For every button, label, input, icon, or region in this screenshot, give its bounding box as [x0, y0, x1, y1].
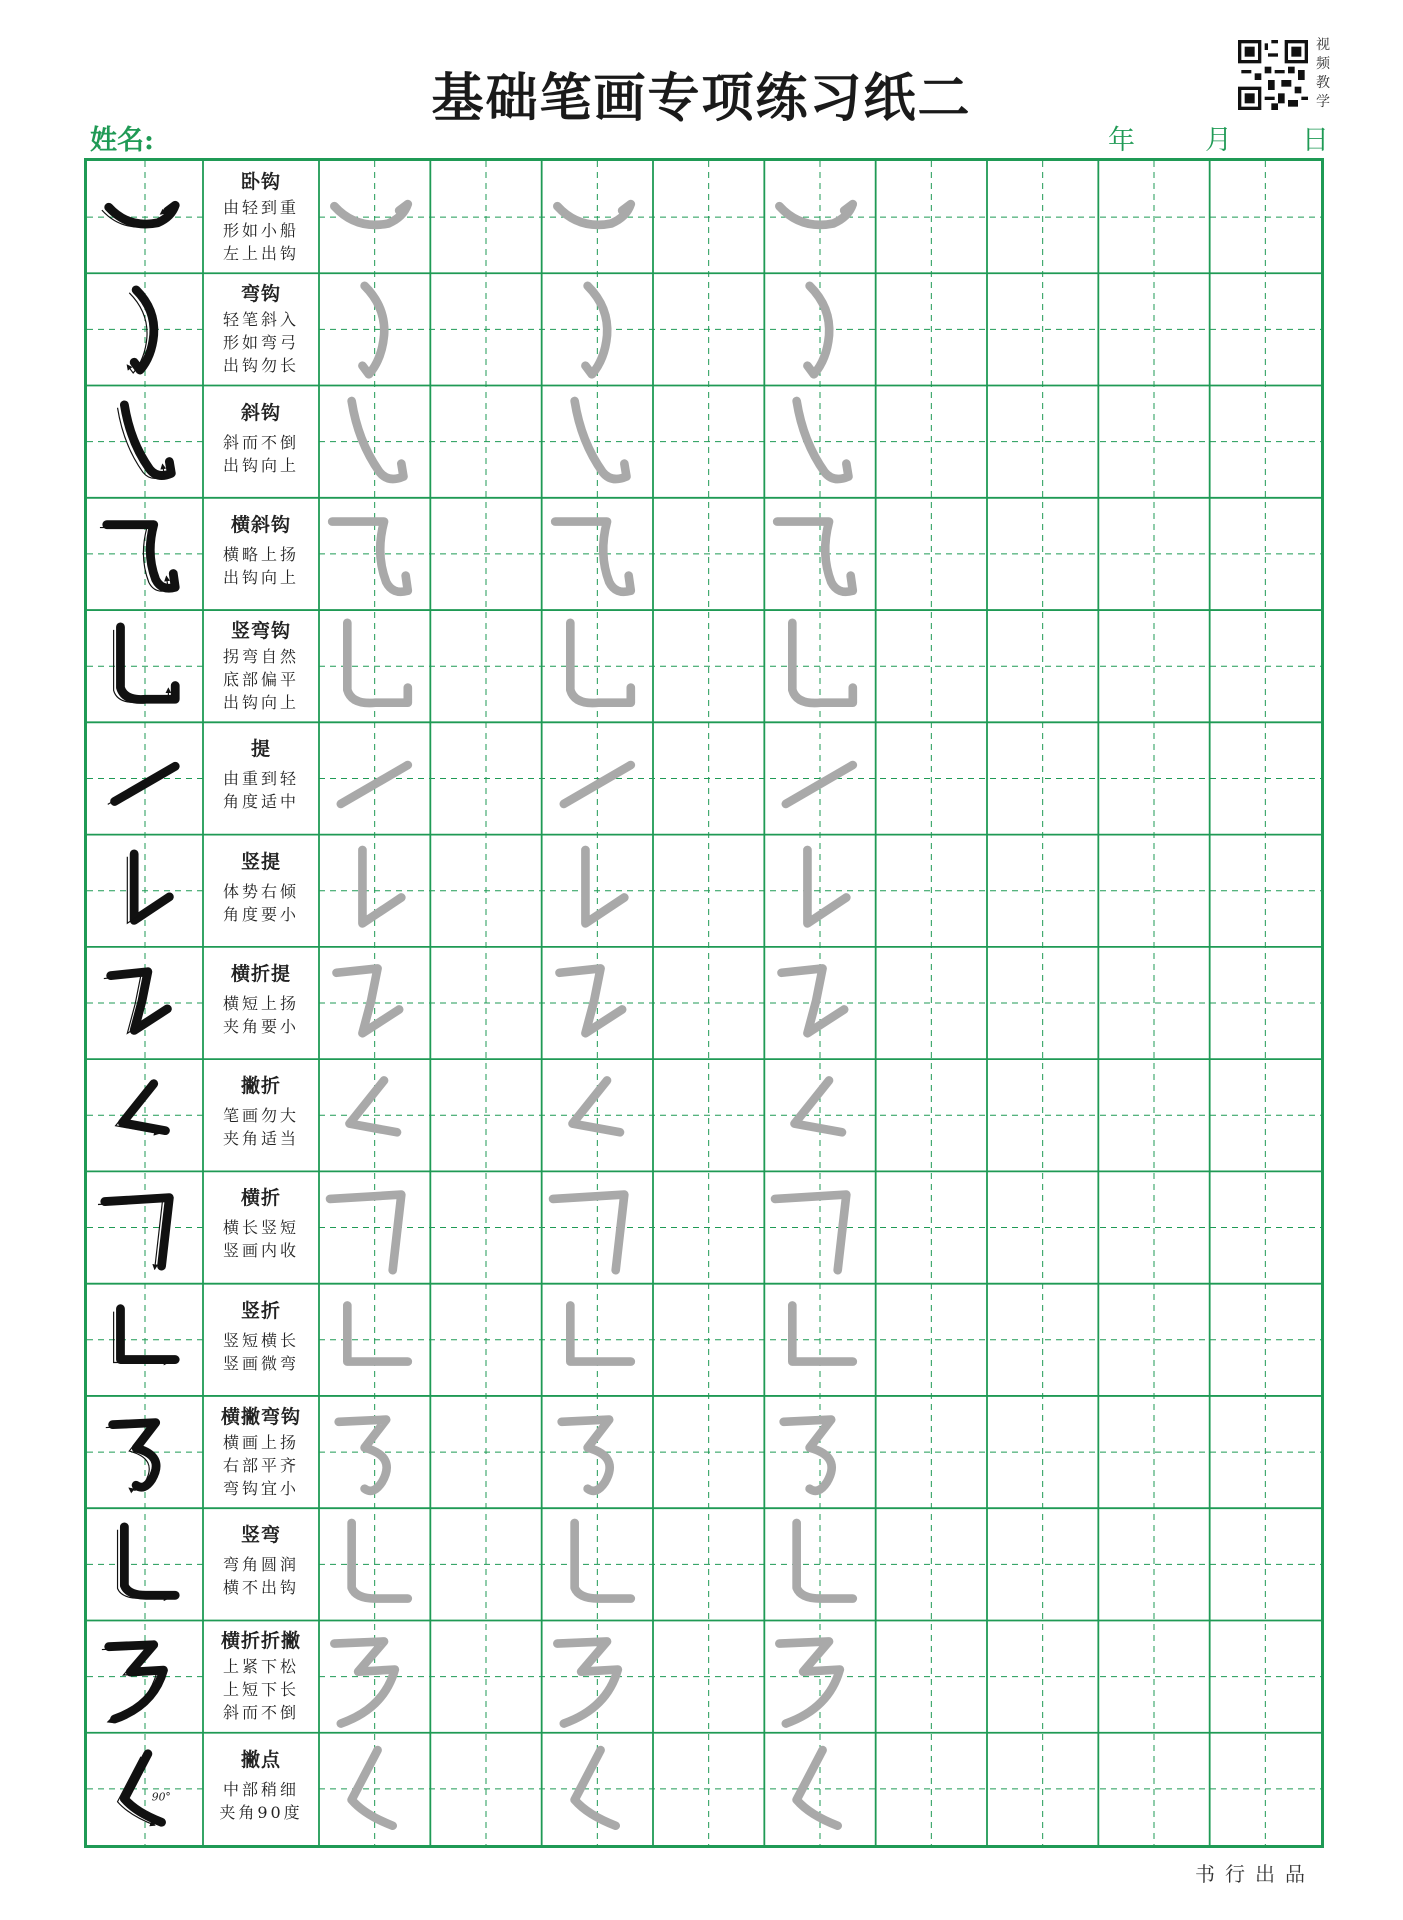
trace-stroke-path [561, 1420, 609, 1491]
trace-stroke-icon [538, 1061, 648, 1169]
stroke-model-icon [97, 1065, 185, 1165]
stroke-description: 夹角要小 [222, 1016, 299, 1036]
stroke-row [87, 1171, 319, 1283]
stroke-model-icon [97, 279, 185, 379]
stroke-row [87, 1508, 319, 1620]
trace-stroke-icon [760, 724, 870, 832]
stroke-name: 竖弯钩 [230, 620, 291, 643]
stroke-info [203, 273, 319, 385]
name-label: 姓名: [90, 125, 154, 156]
stroke-name: 竖提 [240, 850, 281, 873]
trace-stroke-icon [538, 724, 648, 832]
stroke-name: 横折折撇 [220, 1630, 301, 1653]
trace-stroke-path [793, 623, 853, 703]
trace-stroke-icon [315, 724, 425, 832]
trace-stroke-path [334, 1642, 394, 1724]
trace-stroke-path [337, 968, 400, 1033]
stroke-name: 斜钩 [240, 401, 281, 424]
stroke-model-icon [97, 1290, 185, 1390]
angle-label: 90° [151, 1790, 171, 1804]
stroke-model-icon [97, 728, 185, 828]
stroke-info [203, 386, 319, 498]
stroke-description: 弯角圆润 [222, 1555, 299, 1575]
trace-stroke-path [793, 1305, 853, 1361]
trace-stroke-path [557, 1642, 617, 1724]
date-year: 年 [1108, 125, 1135, 156]
trace-stroke-path [780, 204, 853, 225]
trace-stroke-icon [760, 612, 870, 720]
stroke-row [87, 1059, 319, 1171]
stroke-model-icon [97, 167, 185, 267]
page-title: 基础笔画专项练习纸二 [431, 68, 972, 129]
stroke-description: 出钩向上 [222, 455, 299, 475]
stroke-info [203, 1284, 319, 1396]
stroke-model-path [124, 404, 171, 475]
trace-stroke-icon [760, 1061, 870, 1169]
stroke-row [87, 947, 319, 1059]
stroke-row [87, 835, 319, 947]
trace-stroke-icon [760, 1398, 870, 1506]
qr-caption-char: 视 [1316, 37, 1330, 53]
date-day: 日 [1302, 125, 1329, 156]
trace-stroke-icon [538, 1286, 648, 1394]
stroke-info [203, 1733, 319, 1845]
stroke-info [203, 722, 319, 834]
trace-stroke-path [330, 1195, 401, 1271]
trace-stroke-path [797, 400, 849, 478]
trace-stroke-icon [760, 388, 870, 496]
trace-stroke-path [341, 765, 408, 804]
trace-stroke-icon [760, 1286, 870, 1394]
stroke-name: 撇点 [240, 1748, 281, 1771]
stroke-description: 由重到轻 [222, 769, 299, 789]
trace-stroke-path [786, 765, 853, 804]
stroke-row [87, 273, 319, 385]
trace-stroke-icon [760, 949, 870, 1057]
trace-stroke-path [570, 1305, 630, 1361]
practice-sheet [84, 158, 1324, 1848]
trace-stroke-path [585, 286, 607, 375]
trace-stroke-path [574, 400, 626, 478]
trace-stroke-icon [538, 500, 648, 608]
trace-stroke-icon [315, 837, 425, 945]
stroke-info [203, 1171, 319, 1283]
stroke-description: 形如弯弓 [222, 333, 299, 353]
stroke-description: 由轻到重 [222, 198, 299, 217]
stroke-description: 竖画微弯 [222, 1353, 299, 1373]
stroke-model-icon [97, 616, 185, 716]
stroke-description: 中部稍细 [222, 1779, 299, 1799]
trace-stroke-icon [538, 388, 648, 496]
trace-stroke-icon [538, 1173, 648, 1281]
trace-stroke-path [553, 1195, 624, 1271]
trace-stroke-icon [760, 163, 870, 271]
trace-stroke-path [808, 850, 847, 923]
trace-stroke-icon [538, 949, 648, 1057]
trace-stroke-path [332, 521, 408, 591]
stroke-model-icon [97, 504, 185, 604]
qr-caption-char: 教 [1316, 75, 1330, 91]
trace-stroke-icon [760, 275, 870, 383]
stroke-description: 角度适中 [222, 792, 299, 812]
stroke-info [203, 947, 319, 1059]
stroke-description: 上紧下松 [222, 1657, 299, 1677]
trace-stroke-icon [538, 275, 648, 383]
trace-stroke-icon [760, 1173, 870, 1281]
stroke-name: 撇折 [240, 1075, 281, 1098]
stroke-model-path [111, 972, 168, 1031]
stroke-description: 出钩勿长 [222, 356, 299, 376]
stroke-description: 横画上扬 [222, 1432, 299, 1452]
trace-stroke-path [808, 286, 830, 375]
stroke-description: 右部平齐 [222, 1455, 299, 1475]
qr-code-icon [1238, 40, 1308, 110]
trace-stroke-path [559, 968, 622, 1033]
stroke-name: 提 [250, 738, 271, 761]
trace-stroke-path [797, 1523, 853, 1599]
qr-caption-char: 学 [1316, 94, 1330, 110]
stroke-info [203, 1059, 319, 1171]
trace-stroke-icon [760, 1510, 870, 1618]
stroke-row [87, 722, 319, 834]
stroke-model-icon [97, 1177, 185, 1277]
trace-stroke-path [557, 204, 630, 225]
stroke-row [87, 610, 319, 722]
stroke-info [203, 1508, 319, 1620]
stroke-info [203, 1396, 319, 1508]
trace-stroke-icon [538, 612, 648, 720]
trace-stroke-icon [315, 388, 425, 496]
stroke-name: 竖折 [240, 1299, 281, 1322]
stroke-model-path [105, 1198, 170, 1266]
stroke-description: 弯钩宜小 [222, 1478, 299, 1498]
trace-stroke-path [574, 1750, 615, 1826]
stroke-description: 轻笔斜入 [222, 310, 299, 330]
trace-stroke-icon [538, 1735, 648, 1843]
trace-stroke-icon [538, 1398, 648, 1506]
stroke-description: 横长竖短 [222, 1218, 299, 1238]
stroke-info [203, 1620, 319, 1732]
trace-stroke-path [797, 1750, 838, 1826]
stroke-description: 竖短横长 [222, 1330, 299, 1350]
stroke-name: 竖弯 [240, 1524, 281, 1547]
footer-credit: 书行出品 [1195, 1862, 1315, 1886]
trace-stroke-path [778, 521, 854, 591]
trace-stroke-path [574, 1523, 630, 1599]
stroke-model-path [120, 627, 175, 700]
trace-stroke-icon [315, 1398, 425, 1506]
stroke-info [203, 498, 319, 610]
trace-stroke-path [555, 521, 631, 591]
stroke-model-icon [97, 1739, 185, 1839]
trace-stroke-path [362, 286, 384, 375]
stroke-info [203, 161, 319, 273]
trace-stroke-path [339, 1420, 387, 1491]
trace-stroke-icon [760, 500, 870, 608]
stroke-description: 体势右倾 [222, 881, 299, 901]
trace-stroke-icon [538, 1510, 648, 1618]
trace-stroke-path [572, 1081, 620, 1133]
trace-stroke-icon [315, 612, 425, 720]
stroke-name: 横折 [240, 1187, 281, 1210]
trace-stroke-icon [315, 500, 425, 608]
trace-stroke-icon [315, 1735, 425, 1843]
trace-stroke-path [352, 400, 404, 478]
stroke-direction-arrow [98, 1201, 163, 1269]
trace-stroke-path [585, 850, 624, 923]
stroke-model-path [120, 1308, 175, 1359]
stroke-model-icon [97, 1626, 185, 1726]
trace-stroke-icon [760, 1622, 870, 1730]
stroke-info [203, 610, 319, 722]
trace-stroke-path [780, 1642, 840, 1724]
trace-stroke-icon [315, 1510, 425, 1618]
trace-stroke-path [563, 765, 630, 804]
stroke-description: 拐弯自然 [222, 647, 299, 667]
stroke-description: 形如小船 [222, 221, 299, 240]
stroke-row [87, 161, 319, 273]
stroke-description: 角度要小 [222, 904, 299, 924]
trace-stroke-icon [760, 837, 870, 945]
stroke-model-path [107, 524, 175, 588]
trace-stroke-icon [315, 275, 425, 383]
stroke-description: 笔画勿大 [222, 1106, 299, 1126]
trace-stroke-icon [315, 1173, 425, 1281]
stroke-model-icon [97, 1402, 185, 1502]
trace-stroke-path [349, 1081, 397, 1133]
stroke-model-path [109, 1645, 164, 1719]
stroke-row [87, 498, 319, 610]
stroke-description: 底部偏平 [222, 670, 299, 690]
trace-stroke-path [347, 623, 407, 703]
trace-stroke-path [775, 1195, 846, 1271]
trace-stroke-path [795, 1081, 843, 1133]
trace-stroke-path [347, 1305, 407, 1361]
stroke-description: 横不出钩 [222, 1578, 299, 1598]
stroke-model-path [134, 853, 169, 919]
stroke-model-icon [97, 392, 185, 492]
trace-stroke-path [570, 623, 630, 703]
stroke-model-path [124, 1527, 175, 1595]
qr-caption-char: 频 [1316, 56, 1330, 72]
trace-stroke-path [784, 1420, 832, 1491]
stroke-model-path [113, 1423, 156, 1488]
qr-caption [1314, 36, 1332, 112]
stroke-row [87, 1620, 319, 1732]
trace-stroke-path [352, 1523, 408, 1599]
stroke-description: 出钩向上 [222, 567, 299, 587]
trace-stroke-path [782, 968, 845, 1033]
trace-stroke-icon [538, 837, 648, 945]
stroke-description: 上短下长 [222, 1680, 299, 1700]
stroke-row [87, 1733, 319, 1845]
stroke-description: 夹角90度 [219, 1802, 303, 1822]
stroke-name: 横撇弯钩 [220, 1405, 301, 1428]
stroke-description: 夹角适当 [222, 1129, 299, 1149]
date-month: 月 [1205, 125, 1232, 156]
stroke-description: 左上出钩 [222, 244, 299, 263]
stroke-name: 弯钩 [240, 283, 281, 306]
trace-stroke-icon [315, 163, 425, 271]
stroke-row [87, 1396, 319, 1508]
trace-stroke-path [362, 850, 401, 923]
stroke-description: 斜而不倒 [222, 1703, 299, 1723]
stroke-description: 横略上扬 [222, 544, 299, 564]
stroke-name: 卧钩 [240, 171, 281, 193]
stroke-description: 斜而不倒 [222, 432, 299, 452]
stroke-row [87, 1284, 319, 1396]
trace-stroke-icon [315, 949, 425, 1057]
trace-stroke-icon [315, 1061, 425, 1169]
stroke-name: 横折提 [230, 962, 291, 985]
stroke-direction-arrow [108, 770, 169, 805]
trace-stroke-icon [760, 1735, 870, 1843]
stroke-direction-arrow [102, 1648, 157, 1722]
stroke-description: 竖画内收 [222, 1241, 299, 1261]
stroke-model-icon [97, 841, 185, 941]
stroke-description: 出钩向上 [222, 693, 299, 713]
stroke-name: 横斜钩 [230, 513, 291, 536]
trace-stroke-icon [538, 163, 648, 271]
stroke-info [203, 835, 319, 947]
stroke-model-icon [97, 953, 185, 1053]
stroke-description: 横短上扬 [222, 993, 299, 1013]
trace-stroke-icon [538, 1622, 648, 1730]
trace-stroke-icon [315, 1622, 425, 1730]
trace-stroke-path [334, 204, 407, 225]
stroke-model-path [115, 767, 176, 802]
stroke-model-icon [97, 1514, 185, 1614]
trace-stroke-path [352, 1750, 393, 1826]
stroke-row [87, 386, 319, 498]
trace-stroke-icon [315, 1286, 425, 1394]
